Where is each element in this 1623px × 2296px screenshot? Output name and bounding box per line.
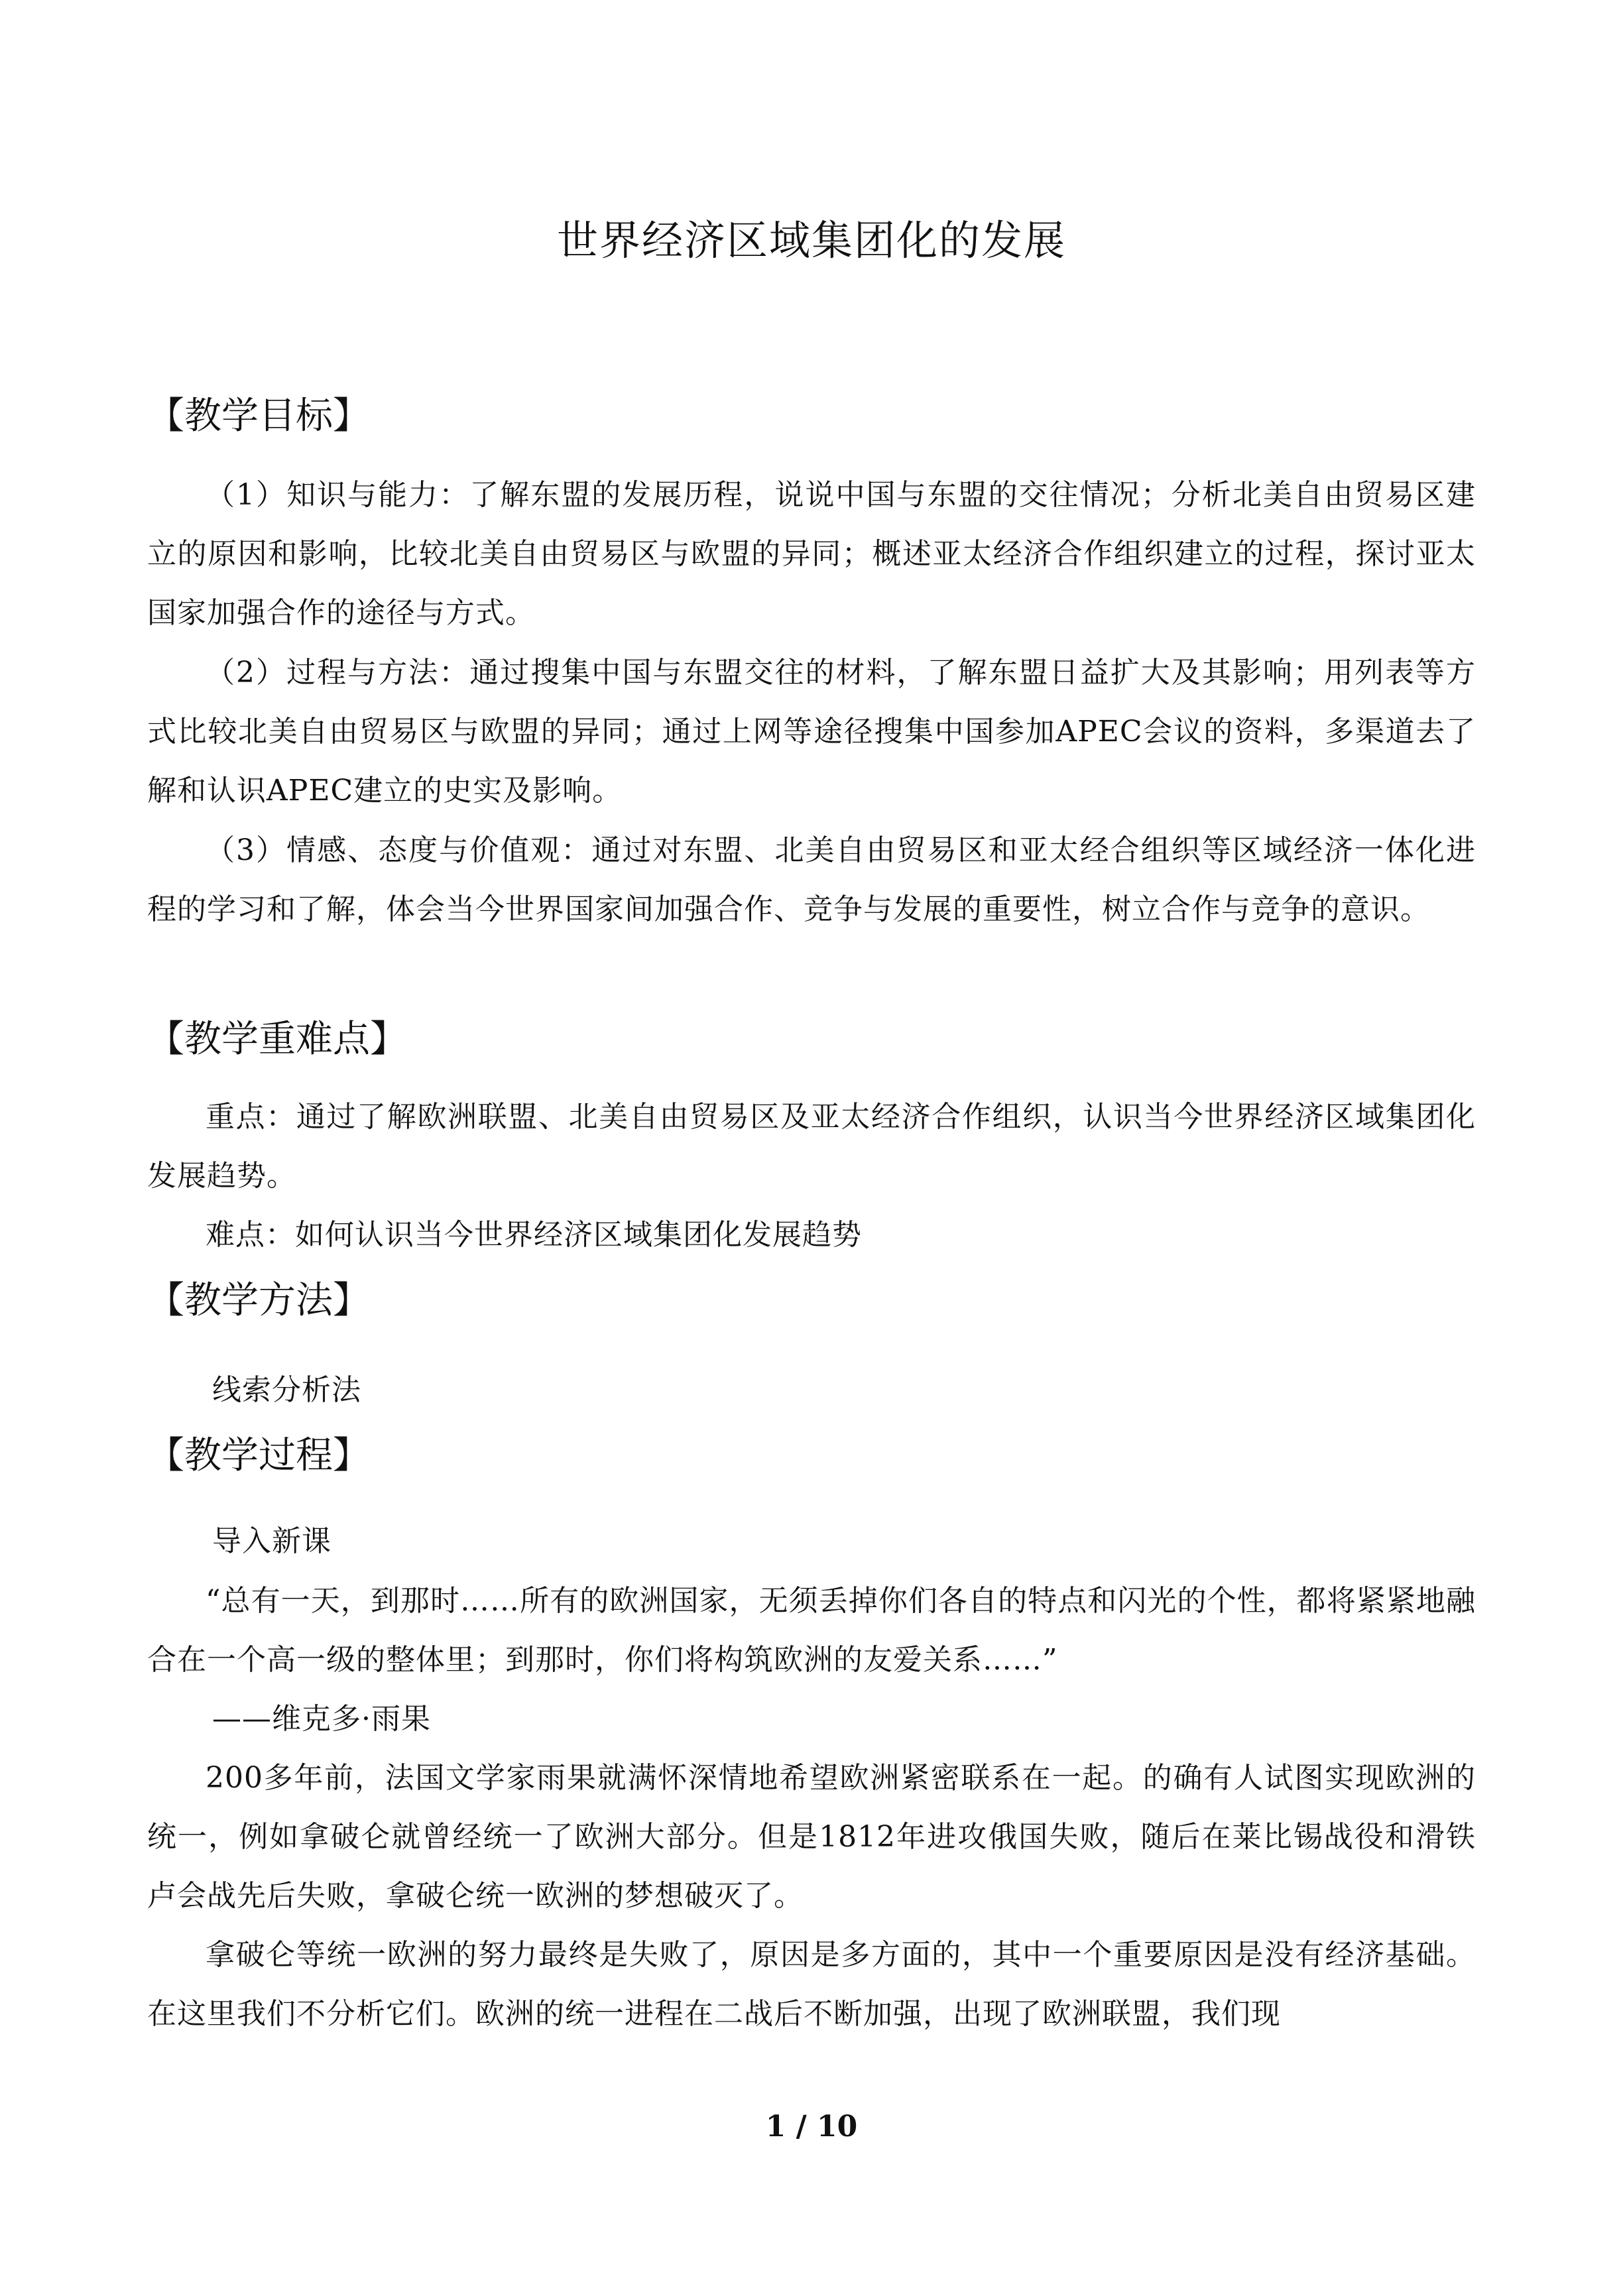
heading-objectives: 【教学目标】 — [147, 394, 370, 438]
method-text: 线索分析法 — [212, 1373, 361, 1407]
heading-process: 【教学过程】 — [147, 1434, 370, 1477]
document-title: 世界经济区域集团化的发展 — [556, 216, 1066, 265]
difficult-point-paragraph: 难点：如何认识当今世界经济区域集团化发展趋势 — [206, 1218, 862, 1252]
key-point-paragraph: 重点：通过了解欧洲联盟、北美自由贸易区及亚太经济合作组织，认识当今世界经济区域集团化发展趋势。 — [147, 1100, 1476, 1193]
intro-label: 导入新课 — [212, 1524, 331, 1558]
process-paragraph-1: 200多年前，法国文学家雨果就满怀深情地希望欧洲紧密联系在一起。的确有人试图实现欧洲的统一，例如拿破仑就曾经统一了欧洲大部分。但是1812年进攻俄国失败，随后在莱比锡战役和滑铁卢会战先后失败，拿破仑统一欧洲的梦想破灭了。 — [147, 1761, 1476, 1913]
objective-paragraph-2: （2）过程与方法：通过搜集中国与东盟交往的材料，了解东盟日益扩大及其影响；用列表等方式比较北美自由贸易区与欧盟的异同；通过上网等途径搜集中国参加APEC会议的资料，多渠道去了解和认识APEC建立的史实及影响。 — [147, 656, 1476, 808]
hugo-quote: “总有一天，到那时……所有的欧洲国家，无须丢掉你们各自的特点和闪光的个性，都将紧紧地融合在一个高一级的整体里；到那时，你们将构筑欧洲的友爱关系……” — [147, 1584, 1476, 1677]
heading-methods: 【教学方法】 — [147, 1279, 370, 1322]
heading-key-points: 【教学重难点】 — [147, 1018, 407, 1061]
quote-author: ——维克多·雨果 — [212, 1702, 431, 1736]
objective-paragraph-3: （3）情感、态度与价值观：通过对东盟、北美自由贸易区和亚太经合组织等区域经济一体化进程的学习和了解，体会当今世界国家间加强合作、竞争与发展的重要性，树立合作与竞争的意识。 — [147, 833, 1476, 926]
page-number: 1 / 10 — [765, 2110, 858, 2144]
process-paragraph-2: 拿破仑等统一欧洲的努力最终是失败了，原因是多方面的，其中一个重要原因是没有经济基础。在这里我们不分析它们。欧洲的统一进程在二战后不断加强，出现了欧洲联盟，我们现 — [147, 1938, 1476, 2031]
objective-paragraph-1: （1）知识与能力：了解东盟的发展历程，说说中国与东盟的交往情况；分析北美自由贸易区建立的原因和影响，比较北美自由贸易区与欧盟的异同；概述亚太经济合作组织建立的过程，探讨亚太国家加强合作的途径与方式。 — [147, 478, 1476, 630]
